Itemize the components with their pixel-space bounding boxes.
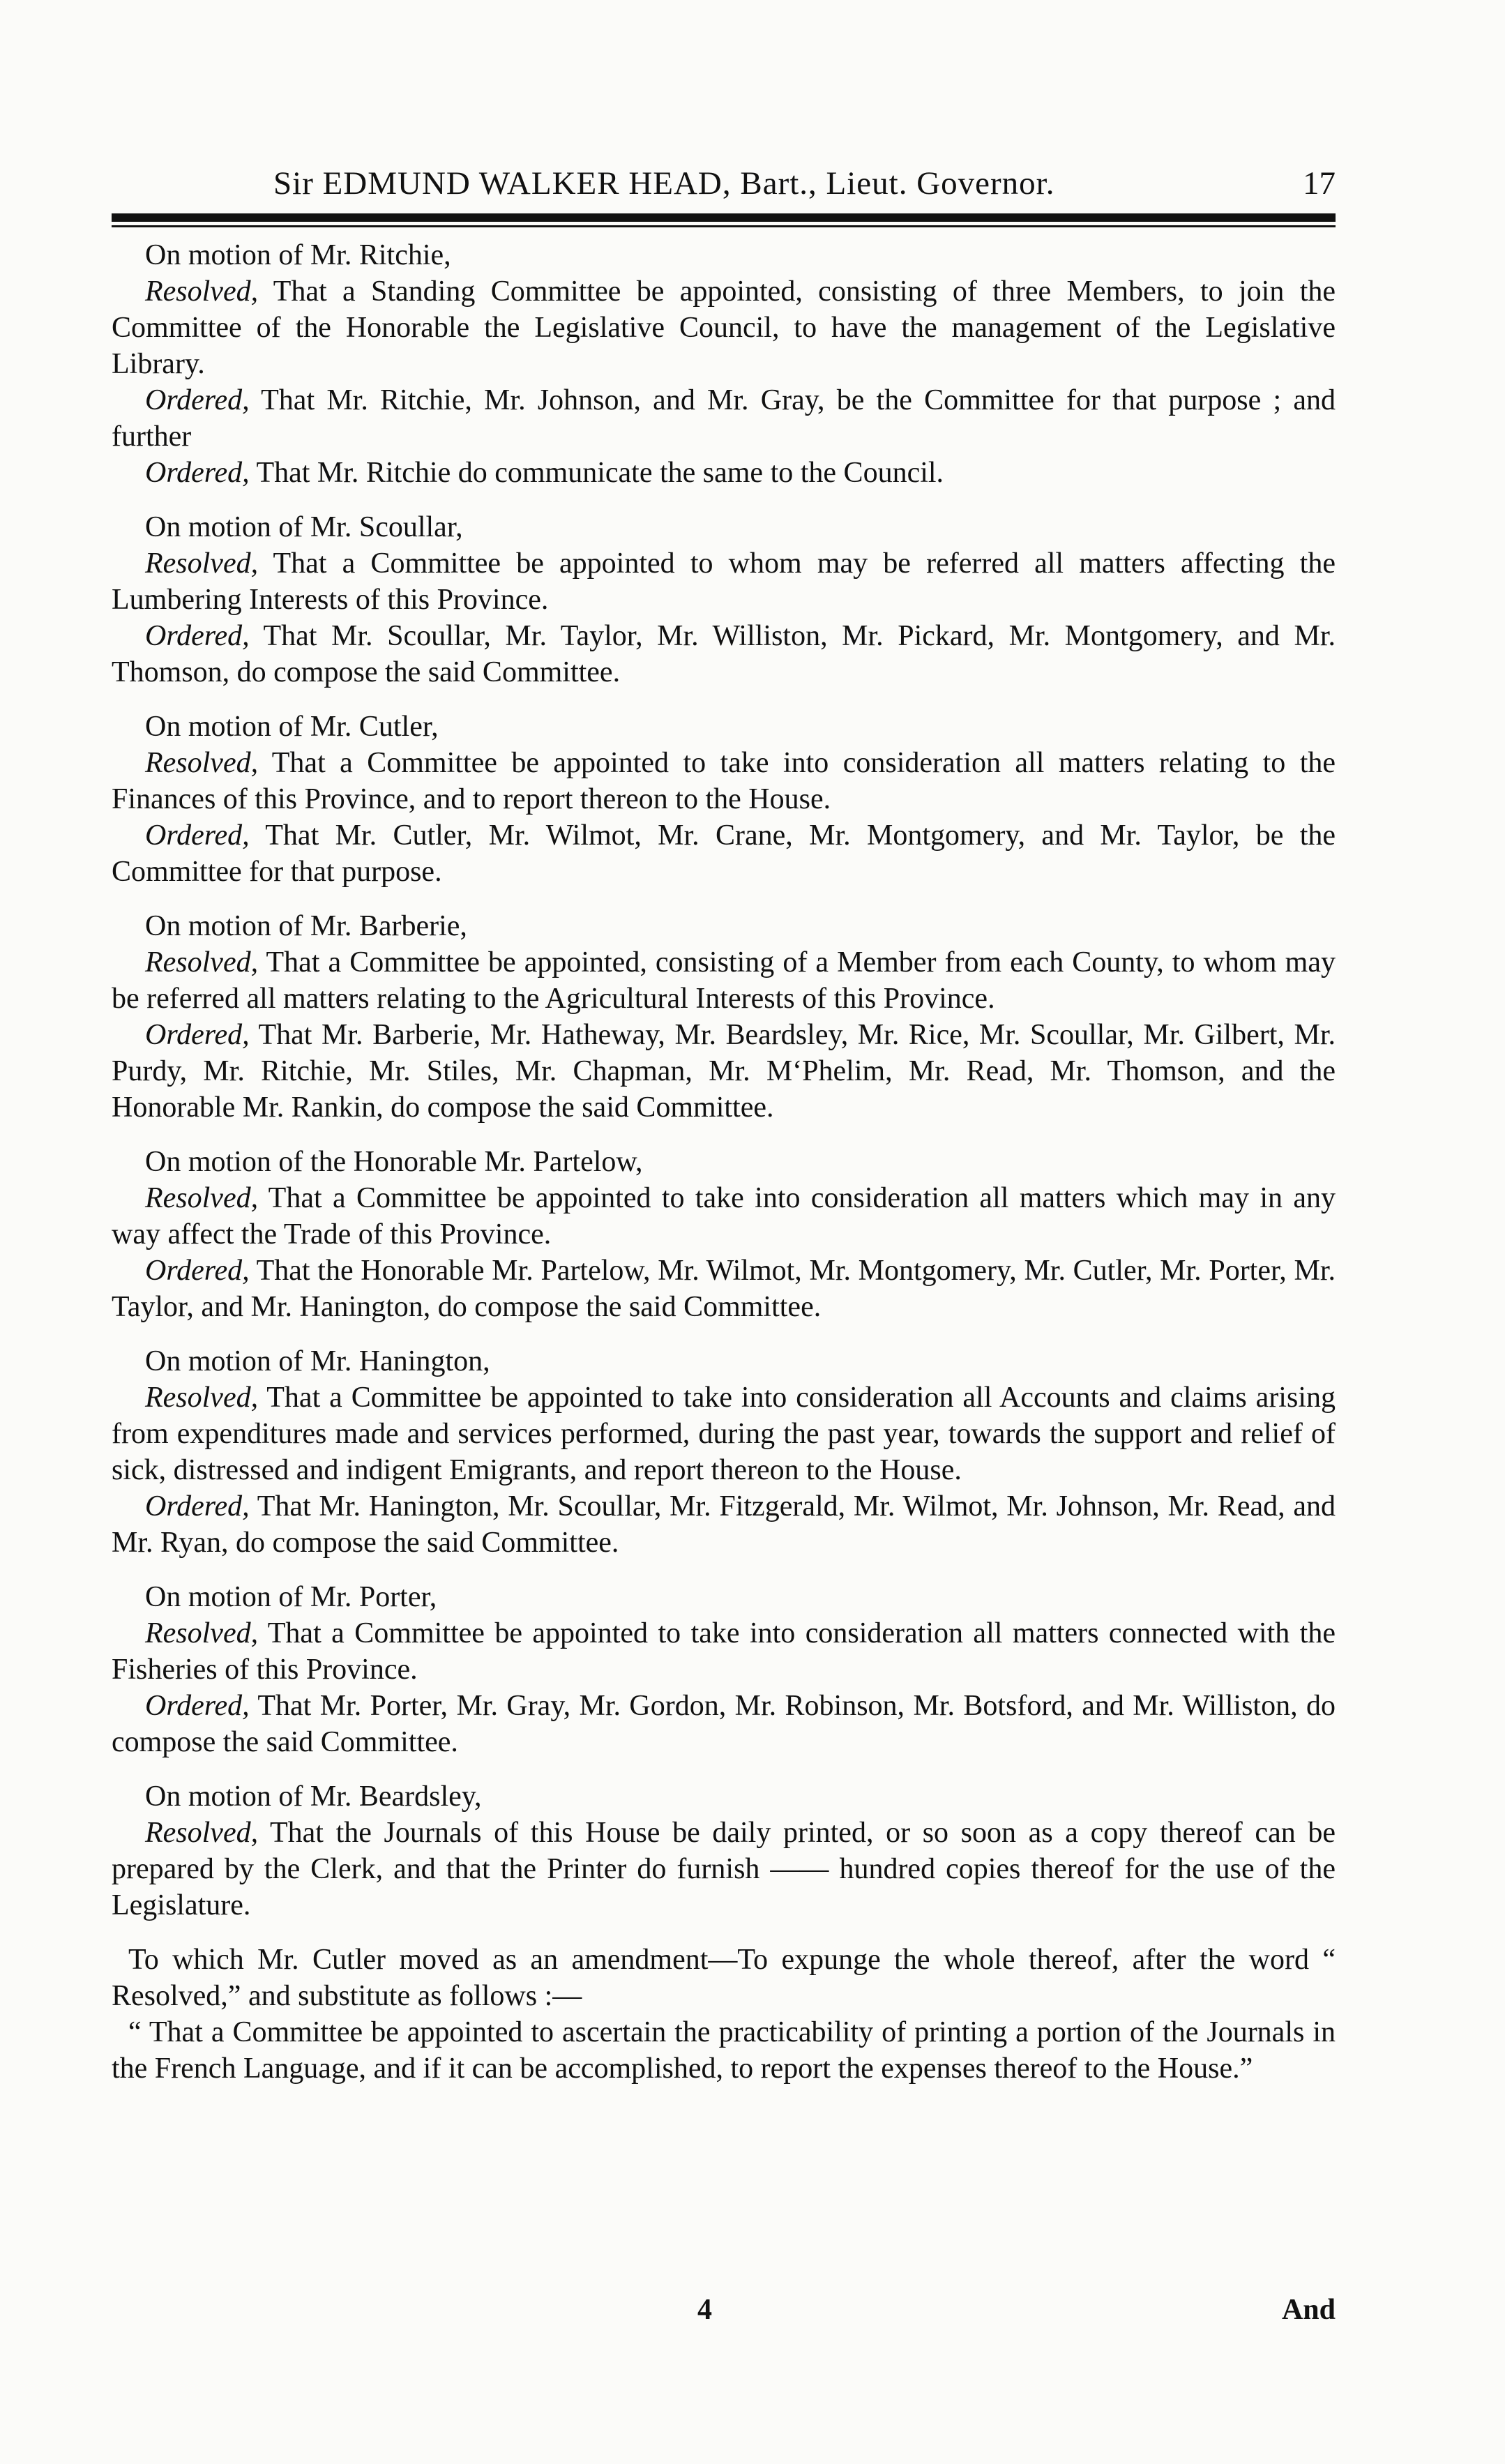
page-body — [112, 237, 1336, 2105]
amendment-block — [112, 1942, 1336, 2087]
ordered-text: That Mr. Hanington, Mr. Scoullar, Mr. Fitzgerald, Mr. Wilmot, Mr. Johnson, Mr. Read, and Mr. Ryan, do compose the said Committee. — [112, 1490, 1336, 1559]
catchword: And — [1281, 2294, 1336, 2326]
ordered-label: Ordered, — [145, 457, 250, 489]
ordered-text: That Mr. Ritchie do communicate the same to the Council. — [256, 457, 944, 489]
motion-entry — [112, 1343, 1336, 1561]
ordered-label: Ordered, — [145, 1019, 250, 1051]
ordered-label: Ordered, — [145, 819, 250, 852]
motion-line: On motion of Mr. Cutler, — [145, 711, 439, 743]
resolved-text: That a Committee be appointed to take into consideration all Accounts and claims arising from expenditures made and services performed, during the past year, towards the support and relief of sick, distressed and indigent Emigrants, and report thereon to the House. — [112, 1382, 1336, 1486]
motion-entry — [112, 1144, 1336, 1325]
ordered-label: Ordered, — [145, 384, 250, 416]
running-header — [112, 165, 1336, 206]
amendment-text: To which Mr. Cutler moved as an amendment—To expunge the whole thereof, after the word “ Resolved,” and substitute as follows :— — [112, 1944, 1336, 2012]
motion-entry — [112, 1579, 1336, 1760]
resolution-paragraph — [112, 1615, 1336, 1688]
resolved-text: That a Committee be appointed to take into consideration all matters connected with the Fisheries of this Province. — [112, 1617, 1336, 1686]
resolved-label: Resolved, — [145, 1617, 259, 1649]
order-paragraph — [112, 382, 1336, 455]
ordered-text: That Mr. Porter, Mr. Gray, Mr. Gordon, Mr. Robinson, Mr. Botsford, and Mr. Williston, do compose the said Committee. — [112, 1690, 1336, 1758]
resolved-text: That a Committee be appointed, consisting of a Member from each County, to whom may be referred all matters relating to the Agricultural Interests of this Province. — [112, 946, 1336, 1015]
motion-entry — [112, 709, 1336, 890]
page-number: 17 — [1303, 165, 1336, 202]
resolved-text: That a Committee be appointed to take into consideration all matters which may in any way affect the Trade of this Province. — [112, 1182, 1336, 1250]
resolution-paragraph — [112, 944, 1336, 1017]
resolved-label: Resolved, — [145, 1817, 259, 1849]
resolved-text: That a Committee be appointed to whom may be referred all matters affecting the Lumbering Interests of this Province. — [112, 547, 1336, 616]
entries-list — [112, 237, 1336, 1923]
motion-line: On motion of Mr. Ritchie, — [145, 239, 451, 271]
resolution-paragraph — [112, 1180, 1336, 1253]
order-paragraph — [112, 817, 1336, 890]
resolution-paragraph — [112, 1815, 1336, 1923]
resolved-text: That a Committee be appointed to take into consideration all matters relating to the Finances of this Province, and to report thereon to the House. — [112, 747, 1336, 815]
resolved-label: Resolved, — [145, 946, 259, 978]
resolution-paragraph — [112, 545, 1336, 618]
order-paragraph — [112, 455, 1336, 491]
ordered-label: Ordered, — [145, 620, 250, 652]
resolved-label: Resolved, — [145, 1182, 259, 1214]
signature-mark: 4 — [697, 2294, 712, 2326]
motion-entry — [112, 509, 1336, 690]
resolved-label: Resolved, — [145, 1382, 259, 1414]
resolved-label: Resolved, — [145, 547, 259, 580]
motion-line: On motion of Mr. Hanington, — [145, 1345, 490, 1377]
resolved-text: That the Journals of this House be daily printed, or so soon as a copy thereof can be prepared by the Clerk, and that the Printer do furnish —— hundred copies thereof for the use of the Legislature. — [112, 1817, 1336, 1921]
ordered-text: That Mr. Scoullar, Mr. Taylor, Mr. Williston, Mr. Pickard, Mr. Montgomery, and Mr. Thomson, do compose the said Committee. — [112, 620, 1336, 688]
motion-entry — [112, 1778, 1336, 1923]
header-title: Sir EDMUND WALKER HEAD, Bart., Lieut. Governor. — [273, 165, 1055, 202]
motion-line: On motion of Mr. Beardsley, — [145, 1781, 482, 1813]
motion-entry — [112, 237, 1336, 491]
resolution-paragraph — [112, 273, 1336, 382]
ordered-label: Ordered, — [145, 1255, 250, 1287]
motion-line: On motion of the Honorable Mr. Partelow, — [145, 1146, 643, 1178]
order-paragraph — [112, 1688, 1336, 1760]
order-paragraph — [112, 1017, 1336, 1126]
amendment-quote: “ That a Committee be appointed to ascertain the practicability of printing a portion of the Journals in the French Language, and if it can be accomplished, to report the expenses thereof to the House.” — [112, 2016, 1336, 2085]
motion-line: On motion of Mr. Scoullar, — [145, 511, 463, 543]
resolution-paragraph — [112, 1380, 1336, 1488]
resolved-text: That a Standing Committee be appointed, consisting of three Members, to join the Committee of the Honorable the Legislative Council, to have the management of the Legislative Library. — [112, 275, 1336, 380]
resolution-paragraph — [112, 745, 1336, 817]
header-rule-thin — [112, 225, 1336, 227]
ordered-text: That Mr. Cutler, Mr. Wilmot, Mr. Crane, Mr. Montgomery, and Mr. Taylor, be the Committee for that purpose. — [112, 819, 1336, 888]
ordered-label: Ordered, — [145, 1490, 250, 1522]
motion-line: On motion of Mr. Barberie, — [145, 910, 467, 942]
ordered-text: That Mr. Ritchie, Mr. Johnson, and Mr. Gray, be the Committee for that purpose ; and further — [112, 384, 1336, 453]
ordered-text: That Mr. Barberie, Mr. Hatheway, Mr. Beardsley, Mr. Rice, Mr. Scoullar, Mr. Gilbert, Mr. Purdy, Mr. Ritchie, Mr. Stiles, Mr. Chapman, Mr. M‘Phelim, Mr. Read, Mr. Thomson, and the Honorable Mr. Rankin, do compose the said Committee. — [112, 1019, 1336, 1124]
motion-line: On motion of Mr. Porter, — [145, 1581, 437, 1613]
resolved-label: Resolved, — [145, 275, 259, 308]
ordered-text: That the Honorable Mr. Partelow, Mr. Wilmot, Mr. Montgomery, Mr. Cutler, Mr. Porter, Mr. Taylor, and Mr. Hanington, do compose the said Committee. — [112, 1255, 1336, 1323]
motion-entry — [112, 908, 1336, 1126]
order-paragraph — [112, 618, 1336, 690]
order-paragraph — [112, 1488, 1336, 1561]
order-paragraph — [112, 1253, 1336, 1325]
resolved-label: Resolved, — [145, 747, 259, 779]
header-rule-thick — [112, 213, 1336, 222]
ordered-label: Ordered, — [145, 1690, 250, 1722]
